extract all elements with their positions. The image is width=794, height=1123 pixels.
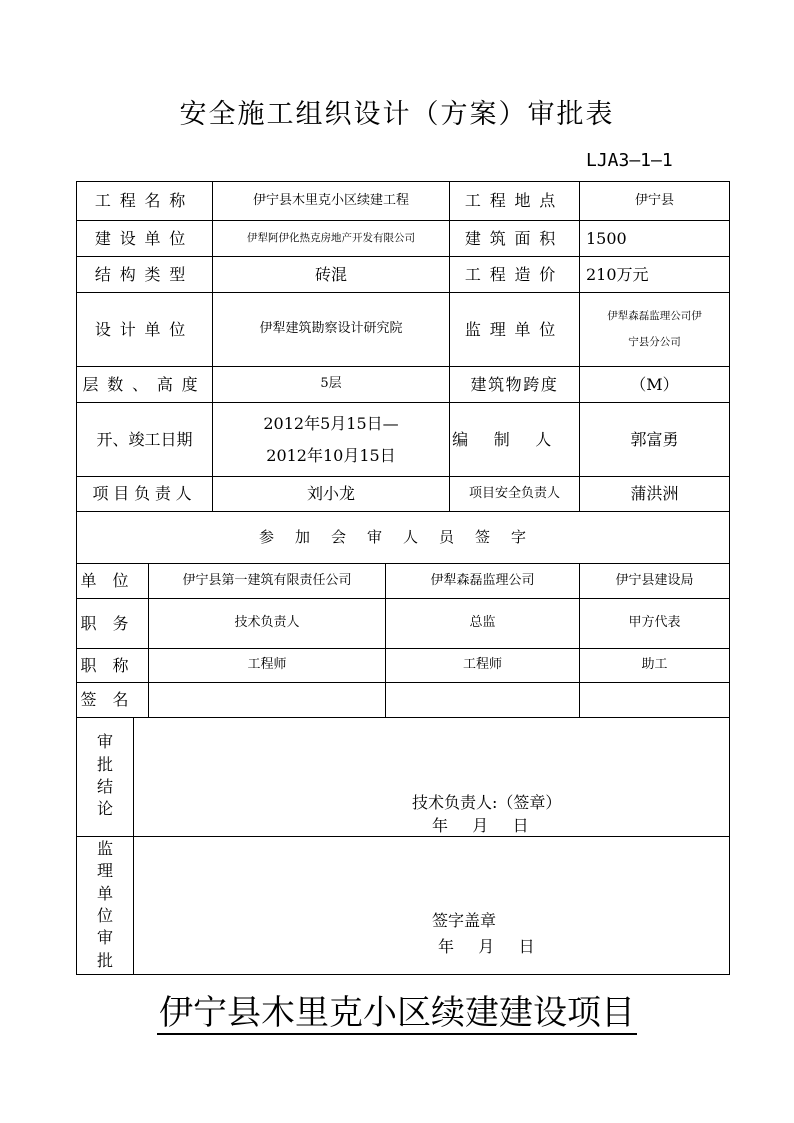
title-3: 助工 — [641, 657, 668, 673]
duty-3: 甲方代表 — [628, 615, 681, 631]
project-name-label: 工程名称 — [94, 191, 195, 210]
span-label: 建筑物跨度 — [470, 374, 559, 394]
unit-1: 伊宁县第一建筑有限责任公司 — [182, 572, 352, 588]
dates-label: 开、竣工日期 — [96, 429, 193, 449]
supervision-label-char: 理 — [96, 861, 113, 881]
supervision-label-char: 位 — [96, 906, 113, 925]
supervision-sign: 签字盖章 — [432, 911, 497, 930]
footer-project-title — [0, 985, 794, 1034]
location-label: 工程地点 — [464, 191, 565, 210]
sign-cell-3[interactable] — [580, 683, 729, 717]
supervisor-value-line2: 宁县分公司 — [628, 335, 681, 348]
area-value: 1500 — [586, 228, 627, 248]
floors-value: 5层 — [320, 376, 342, 392]
structure-value: 砖混 — [314, 264, 347, 284]
title-label: 职称 — [80, 655, 145, 675]
sign-label: 签名 — [80, 690, 145, 709]
unit-3: 伊宁县建设局 — [615, 572, 694, 588]
sign-cell-1[interactable] — [149, 683, 385, 717]
cost-label: 工程造价 — [464, 264, 565, 284]
builder-value: 伊犁阿伊化热克房地产开发有限公司 — [247, 231, 415, 244]
duty-label: 职务 — [80, 613, 145, 633]
signers-heading: 参加会审人员签字 — [258, 528, 547, 547]
pm-label: 项目负责人 — [92, 484, 197, 503]
cost-value: 210万元 — [586, 264, 649, 284]
form-code: LJA3—1—1 — [586, 150, 673, 171]
approval-label — [77, 726, 133, 826]
dates-value-start: 2012年5月15日— — [263, 413, 399, 433]
supervision-label — [77, 838, 133, 970]
approval-tech-sign: 技术负责人:（签章） — [412, 793, 562, 812]
area-label: 建筑面积 — [464, 228, 565, 248]
dates-value-end: 2012年10月15日 — [266, 445, 396, 465]
supervision-label-char: 审 — [96, 928, 113, 948]
supervisor-value — [580, 293, 729, 366]
builder-label: 建设单位 — [94, 228, 195, 248]
span-value: （M） — [630, 374, 679, 394]
compiler-label: 编制人 — [452, 429, 577, 449]
supervision-label-char: 监 — [96, 838, 113, 858]
dates-value — [213, 403, 449, 476]
designer-label: 设计单位 — [94, 319, 195, 339]
supervisor-label: 监理单位 — [464, 319, 565, 339]
approval-label-char: 结 — [96, 777, 113, 796]
sign-cell-2[interactable] — [386, 683, 579, 717]
footer-project-title-text: 伊宁县木里克小区续建建设项目 — [159, 993, 635, 1033]
location-value: 伊宁县 — [634, 192, 674, 208]
page-title: 安全施工组织设计（方案）审批表 — [179, 99, 615, 130]
approval-label-char: 论 — [96, 799, 113, 819]
supervision-label-char: 单 — [96, 883, 113, 903]
designer-value: 伊犁建筑勘察设计研究院 — [259, 321, 403, 337]
supervision-label-char: 批 — [96, 950, 113, 970]
unit-2: 伊犁森磊监理公司 — [430, 572, 535, 588]
title-1: 工程师 — [247, 657, 287, 673]
title-2: 工程师 — [462, 657, 502, 673]
unit-label: 单位 — [80, 571, 145, 590]
approval-date: 年 月 日 — [432, 816, 529, 835]
compiler-value: 郭富勇 — [630, 429, 679, 449]
safety-value: 蒲洪洲 — [630, 484, 679, 503]
duty-1: 技术负责人 — [234, 615, 300, 631]
safety-label: 项目安全负责人 — [468, 485, 560, 501]
approval-label-char: 批 — [96, 754, 113, 774]
floors-label: 层数、高度 — [82, 374, 207, 394]
project-name-value: 伊宁县木里克小区续建工程 — [252, 192, 409, 208]
supervisor-value-line1: 伊犁森磊监理公司伊 — [607, 310, 702, 323]
pm-value: 刘小龙 — [306, 484, 355, 503]
structure-label: 结构类型 — [94, 264, 195, 284]
duty-2: 总监 — [469, 615, 496, 631]
approval-label-char: 审 — [96, 732, 113, 752]
supervision-date: 年 月 日 — [438, 937, 535, 956]
